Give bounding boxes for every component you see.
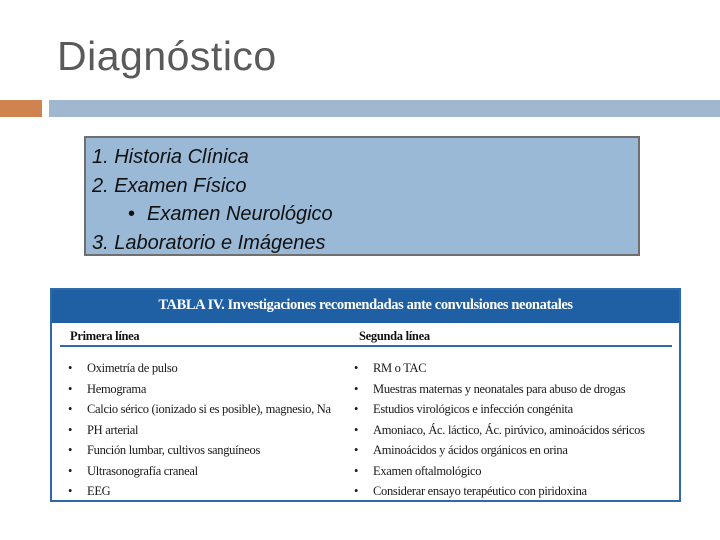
bullet-icon: • [68,402,73,416]
list-item [354,379,674,400]
bullet-icon: • [354,381,359,396]
accent-bar-orange [0,100,42,117]
step-2-sub [92,200,632,229]
step-1: 1. Historia Clínica [92,146,249,168]
step-2: 2. Examen Físico [92,174,247,197]
list-item [354,481,674,502]
bullet-icon: • [68,422,73,437]
second-line-list [354,358,674,502]
first-line-list [68,358,348,502]
list-item-label: Considerar ensayo terapéutico con piridoxina [373,484,587,498]
list-item-label: Estudios virológicos e infección congénita [373,402,573,416]
step-2-sub-label: Examen Neurológico [147,203,333,225]
list-item [68,481,348,502]
bullet-icon: • [68,463,73,478]
bullet-icon: • [354,422,359,437]
list-item [68,440,348,461]
bullet-icon: • [354,484,359,498]
list-item-label: Ultrasonografía craneal [87,463,198,478]
list-item-label: Examen oftalmológico [373,463,482,478]
diagnosis-steps-box [84,136,640,256]
list-item-label: Amoniaco, Ác. láctico, Ác. pirúvico, aminoácidos séricos [373,422,645,437]
list-item-label: PH arterial [87,422,139,437]
list-item [68,420,348,441]
column-header-second-line: Segunda línea [359,329,430,343]
table-column-headers [52,323,679,343]
list-item [354,420,674,441]
list-item-label: Oximetría de pulso [87,361,178,375]
bullet-icon: • [68,443,73,457]
bullet-icon: • [68,361,73,375]
column-header-first-line: Primera línea [70,329,140,343]
slide-title: Diagnóstico [57,33,277,79]
table-title: TABLA IV. Investigaciones recomendadas ante convulsiones neonatales [52,290,679,323]
bullet-icon: • [354,463,359,478]
list-item [354,440,674,461]
step-3: 3. Laboratorio e Imágenes [92,231,326,254]
list-item [354,358,674,379]
list-item [68,379,348,400]
list-item-label: EEG [87,484,111,498]
bullet-icon: • [68,484,73,498]
accent-bar-blue [49,100,720,117]
investigations-table [50,288,681,502]
list-item [68,358,348,379]
bullet-icon: • [354,443,359,457]
bullet-icon: • [128,203,136,225]
list-item-label: Función lumbar, cultivos sanguíneos [87,443,261,457]
bullet-icon: • [354,361,359,375]
bullet-icon: • [68,381,73,396]
list-item-label: Hemograma [87,381,147,396]
list-item-label: Aminoácidos y ácidos orgánicos en orina [373,443,568,457]
list-item [354,461,674,482]
list-item [68,399,348,420]
list-item [354,399,674,420]
list-item-label: Muestras maternas y neonatales para abuso de drogas [373,381,626,396]
table-divider [60,345,672,347]
bullet-icon: • [354,402,359,416]
list-item-label: RM o TAC [373,361,427,375]
list-item-label: Calcio sérico (ionizado si es posible), magnesio, Na [87,402,331,416]
list-item [68,461,348,482]
